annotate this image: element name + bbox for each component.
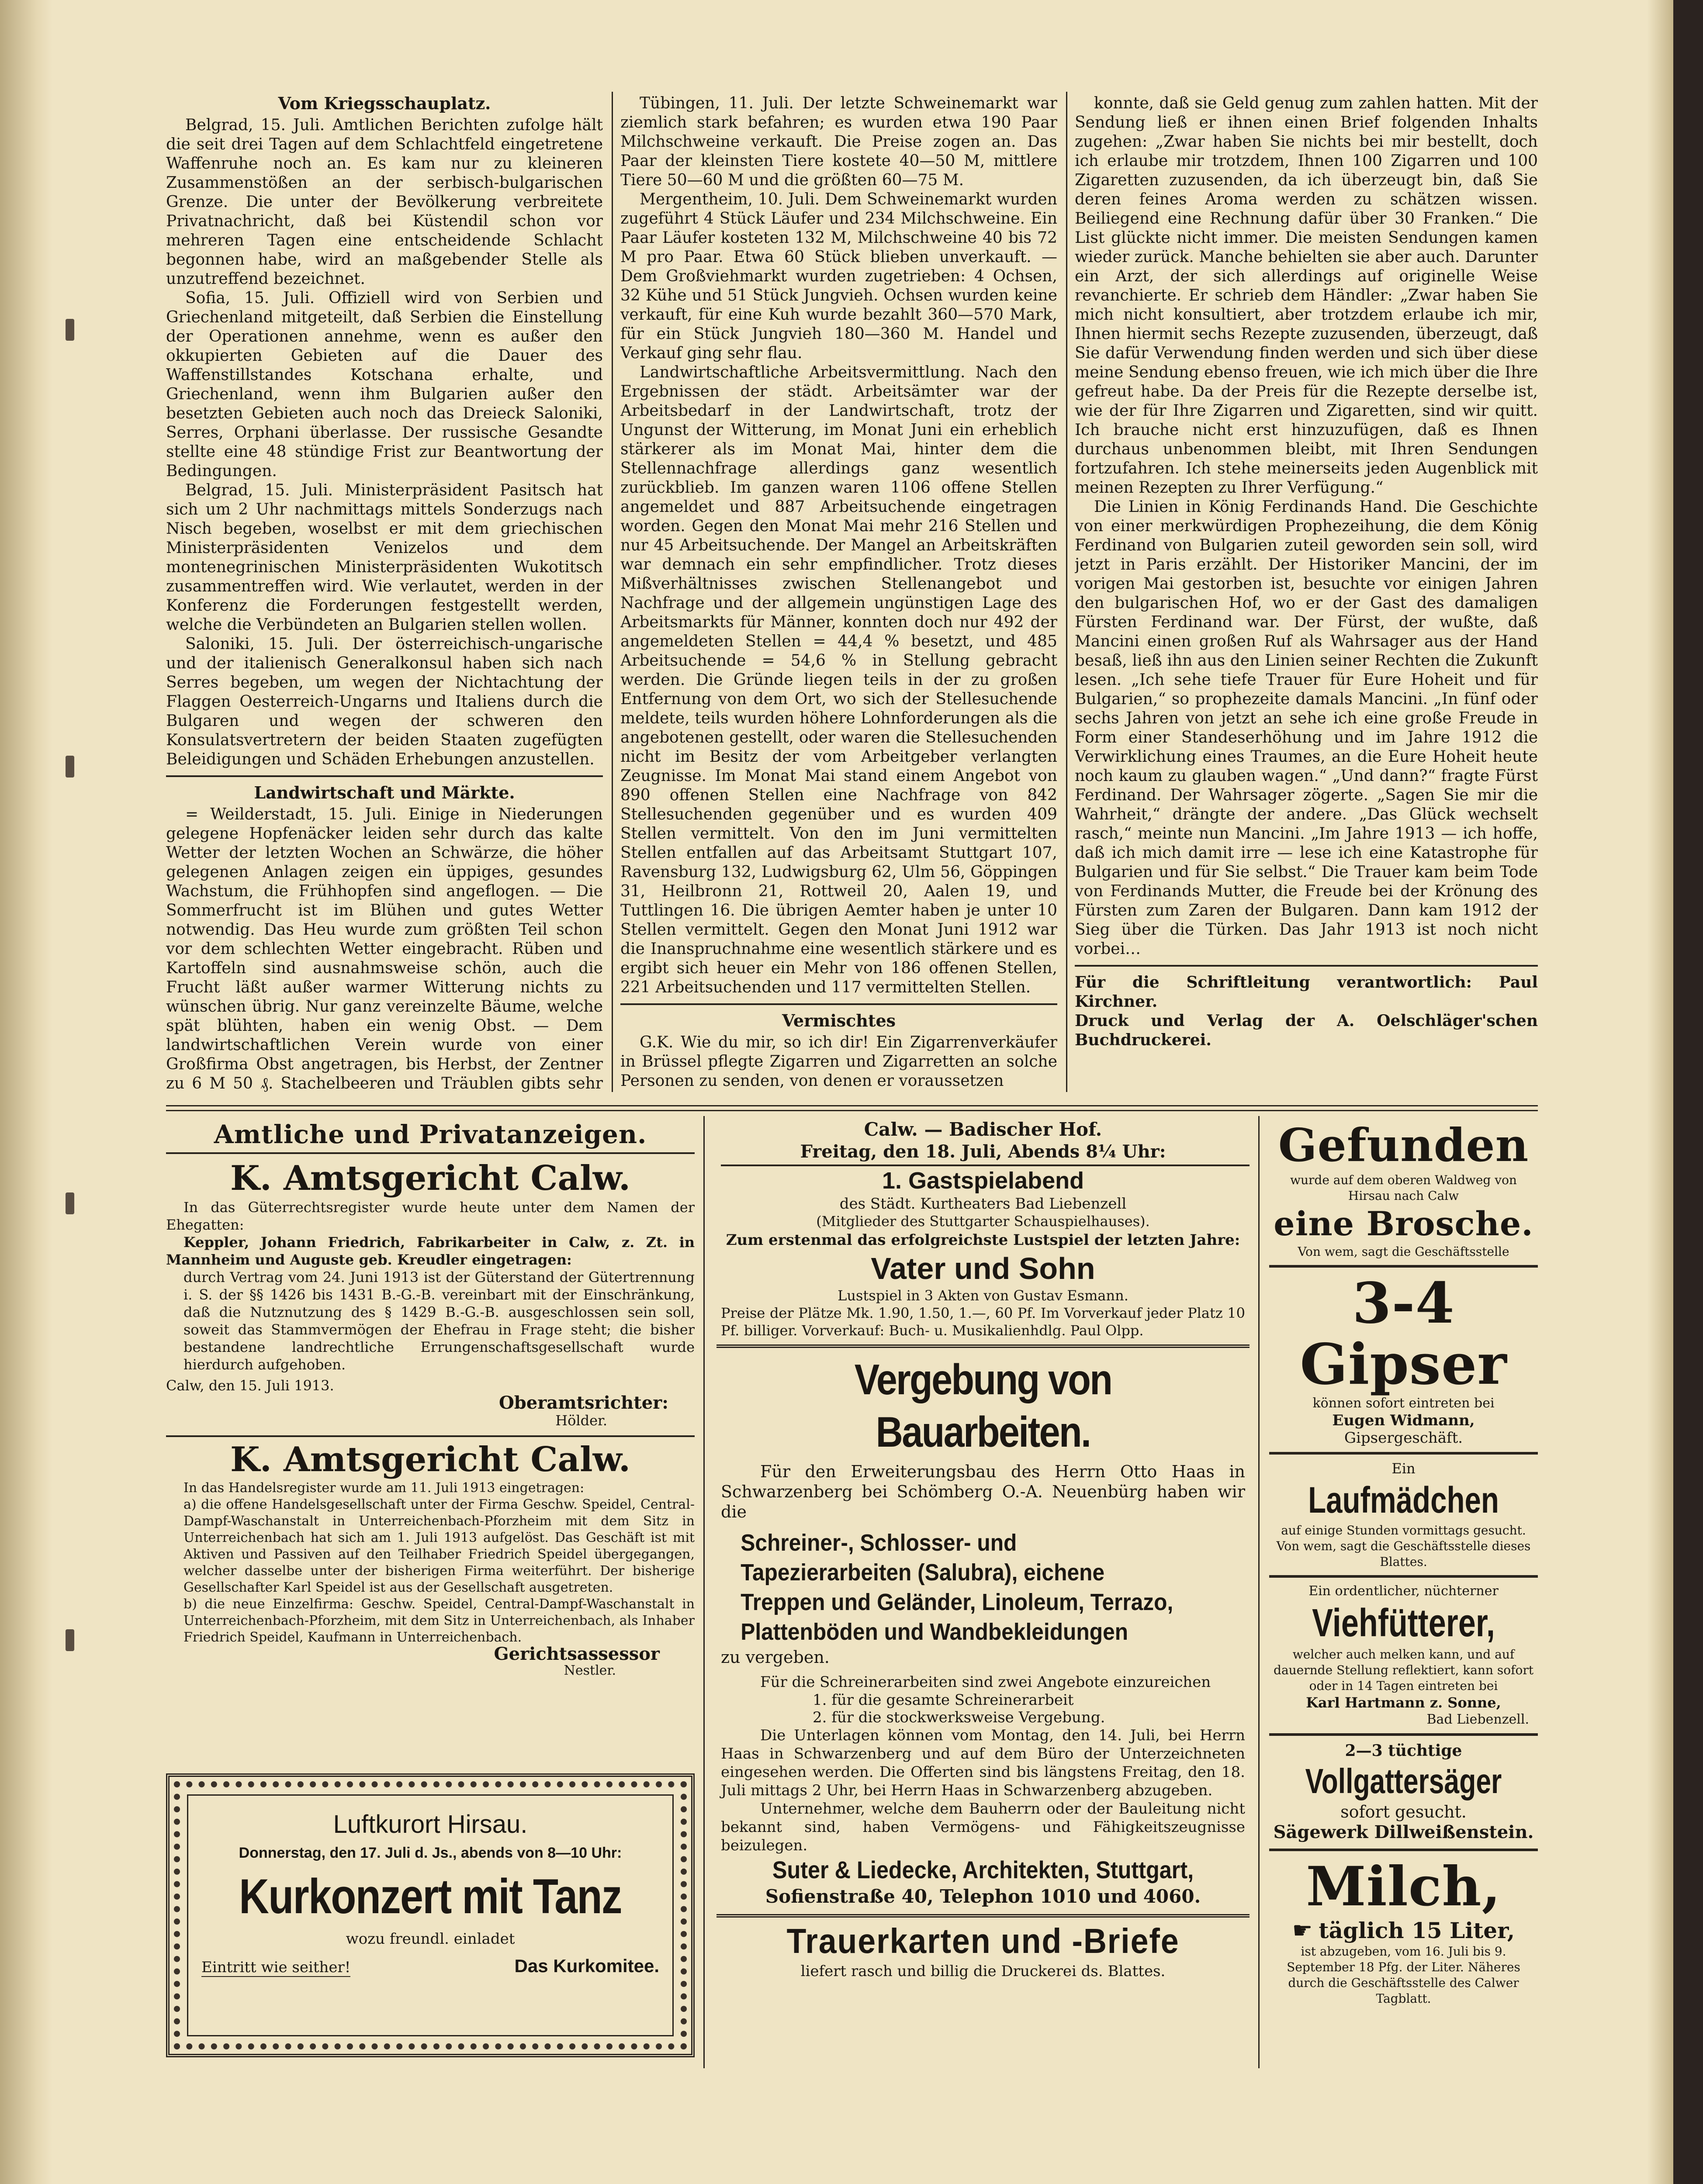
theater-sub: (Mitglieder des Stuttgarter Schauspielhauses).: [816, 1213, 1150, 1230]
divider: [166, 1435, 695, 1437]
divider: [717, 1344, 1250, 1348]
ad-column-rule: [703, 1116, 705, 2068]
found-item: eine Brosche.: [1274, 1204, 1533, 1243]
plasterers-biz: Gipsergeschäft.: [1344, 1429, 1463, 1447]
milk-text: ist abzugeben, vom 16. Juli bis 9. September 18 Pfg. der Liter. Näheres durch die Geschäftsstelle des Calwer Tagblatt.: [1287, 1944, 1520, 2006]
article-paragraph: Die Linien in König Ferdinands Hand. Die Geschichte von einer merkwürdigen Prophezeihung, die dem König Ferdinand von Bulgarien zuteil geworden sein soll, wird jetzt in Paris erzählt. Der Historiker Mancini, der im vorigen Mai gestorben ist, besuchte vor einigen Jahren den bulgarischen Hof, wo er der Gast des damaligen Fürsten Ferdinand war. Der Fürst, der wußte, daß Mancini einen großen Ruf als Wahrsager aus der Hand besaß, ließ ihn aus den Linien seiner Rechten die Zukunft lesen. „Ich sehe tiefe Trauer für Eure Hoheit und für Bulgarien,“ so prophezeite damals Mancini. „In fünf oder sechs Jahren von jetzt an sehe ich eine große Freude in Form einer Standeserhöhung und im Jahre 1912 die Verwirklichung eines Traumes, an die Eure Hoheit heute noch kaum zu glauben wagen.“ „Und dann?“ fragte Fürst Ferdinand. Der Wahrsager zögerte. „Sagen Sie mir die Wahrheit,“ drängte der andere. „Das Glück wechselt rasch,“ meinte nun Mancini. „Im Jahre 1913 — ich hoffe, daß ich mich damit irre — lese ich eine Katastrophe für Bulgarien und für Sie selbst.“ Die Trauer kam beim Tode von Ferdinands Mutter, die Freude bei der Krönung des Fürsten zum Zaren der Bulgaren. Dann kam 1912 der Sieg über die Türken. Das Jahr 1913 ist noch nicht vorbei…: [1075, 498, 1538, 958]
section-divider: [166, 775, 603, 777]
section-heading: Landwirtschaft und Märkte.: [254, 783, 515, 802]
divider: [166, 1152, 695, 1154]
plasterers-name: Eugen Widmann,: [1332, 1412, 1475, 1429]
sawyer-pre: 2—3 tüchtige: [1345, 1742, 1462, 1760]
ad-event: Kurkonzert mit Tanz: [239, 1869, 622, 1924]
binding-tack: [66, 319, 74, 341]
article-paragraph: Mergentheim, 10. Juli. Dem Schweinemarkt wurden zugeführt 4 Stück Läufer und 234 Milchschweine. Ein Paar Läufer kosteten 132 M, Milchschweine 40 bis 72 M pro Paar. Etwa 60 Stück blieben unverkauft. — Dem Großviehmarkt wurden zugetrieben: 4 Ochsen, 32 Kühe und 51 Stück Jungvieh. Ochsen wurden keine verkauft, für eine Kuh wurde bezahlt 360—570 Mark, für ein Stück Jungvieh 180—360 M. Handel und Verkauf ging sehr flau.: [620, 190, 1057, 362]
court-text: a) die offene Handelsgesellschaft unter der Firma Geschw. Speidel, Central-Dampf-Waschanstalt in Unterreichenbach-Pforzheim mit dem Sitz in Unterreichenbach hat sich am 1. Juli 1913 aufgelöst. Das Geschäft ist mit Aktiven und Passiven auf den Teilhaber Friedrich Speidel übergegangen, welcher dasselbe unter der bisherigen Firma weiterführt. Der bisherige Gesellschafter Karl Speidel ist aus der Gesellschaft ausgetreten.: [183, 1497, 695, 1595]
divider: [1269, 1849, 1538, 1851]
ad-title: Luftkurort Hirsau.: [333, 1810, 528, 1838]
feeder-text: welcher auch melken kann, und auf dauernde Stellung reflektiert, kann sofort oder in 14 Tagen eintreten bei: [1274, 1647, 1533, 1693]
plasterers-text: können sofort eintreten bei: [1312, 1396, 1495, 1411]
ad-host: Das Kurkomitee.: [514, 1956, 659, 1976]
court-text: durch Vertrag vom 24. Juni 1913 ist der Güterstand der Gütertrennung i. S. der §§ 1426 bis 1431 B.-G.-B. vereinbart mit der Einschränkung, daß die Nutznutzung des § 1429 B.-G.-B. ausgeschlossen sein soll, soweit das Stammvermögen der Ehefrau in Frage steht; die bisher bestandene landrechtliche Errungenschaftsgesellschaft wurde hierdurch aufgehoben.: [183, 1269, 695, 1373]
article-paragraph: Tübingen, 11. Juli. Der letzte Schweinemarkt war ziemlich stark befahren; es wurden etwa 190 Paar Milchschweine verkauft. Die Preise zogen an. Das Paar der kleinsten Tiere kostete 40—50 M, mittlere Tiere 50—60 M und die größten 60—75 M.: [620, 94, 1057, 189]
tender-award: zu vergeben.: [721, 1648, 830, 1667]
ad-entry: Eintritt wie seither!: [201, 1959, 351, 1976]
court-signature-title: Gerichtsassessor: [494, 1644, 660, 1664]
article-paragraph: Landwirtschaftliche Arbeitsvermittlung. Nach den Ergebnissen der städt. Arbeitsämter war der Arbeitsbedarf in der Landwirtschaft, trotz der Ungunst der Witterung, im Monat Juni ein erheblich stärkerer als im Monat Mai, hinter dem die Stellennachfrage allerdings ganz wesentlich zurückblieb. Im ganzen waren 1106 offene Stellen angemeldet und 887 Arbeitsuchende eingetragen worden. Gegen den Monat Mai mehr 216 Stellen und nur 45 Arbeitsuchende. Der Mangel an Arbeitskräften war demnach ein sehr empfindlicher. Trotz dieses Mißverhältnisses zwischen Stellenangebot und Nachfrage und der allgemein ungünstigen Lage des Arbeitsmarkts für Männer, konnten doch nur 492 der angemeldeten Stellen = 44,4 % besetzt, und 485 Arbeitsuchende = 54,6 % in Stellung gebracht werden. Die Gründe liegen teils in der zu großen Entfernung von dem Ort, wo sich der Stellesuchende meldete, teils wurden höhere Lohnforderungen als die angebotenen gestellt, oder waren die Stellesuchenden nicht im Besitz der vom Arbeitgeber verlangten Zeugnisse. Im Monat Mai stand einem Angebot von 890 offenen Stellen eine Nachfrage von 842 Stellesuchenden gegenüber und es wurden 409 Stellen vermittelt. Von den im Juni vermittelten Stellen entfallen auf das Arbeitsamt Stuttgart 107, Ravensburg 132, Ludwigsburg 62, Ulm 56, Göppingen 31, Heilbronn 21, Rottweil 20, Aalen 19, und Tuttlingen 16. Die übrigen Aemter haben je unter 10 Stellen vermittelt. Gegen den Monat Juni 1912 war die Inanspruchnahme eine wesentlich stärkere und es ergibt sich heuer ein Mehr von 186 offenen Stellen, 221 Arbeitsuchenden und 117 vermittelten Stellen.: [620, 363, 1057, 996]
column-3: [1075, 94, 1538, 1094]
court-signature-name: Nestler.: [564, 1663, 616, 1678]
theater-announcement: Zum erstenmal das erfolgreichste Lustspiel der letzten Jahre:: [726, 1231, 1240, 1249]
article-paragraph: Sofia, 15. Juli. Offiziell wird von Serbien und Griechenland mitgeteilt, daß Serbien die Einstellung der Operationen annehme, wenn es außer den okkupierten Gebieten auf die Dauer des Waffenstillstandes Kotschana erhalte, und Griechenland, wenn ihm Bulgarien außer den besetzten Gebieten auch noch das Dreieck Saloniki, Serres, Orphani überlasse. Der russische Gesandte stellte eine 48 stündige Frist zur Beantwortung der Bedingungen.: [166, 289, 603, 480]
sawyer-firm: Sägewerk Dillweißenstein.: [1273, 1822, 1534, 1842]
column-1: [166, 94, 603, 1094]
plasterers-title: 3-4 Gipser: [1300, 1271, 1507, 1397]
maid-pre: Ein: [1391, 1460, 1416, 1477]
article-paragraph: = Weilderstadt, 15. Juli. Einige in Niederungen gelegene Hopfenäcker leiden sehr durch das kalte Wetter der letzten Wochen an Schwärze, die höher gelegenen Anlagen zeigen ein üppiges, gesundes Wachstum, die Frühhopfen sind angeflogen. — Die Sommerfrucht ist im Blühen und gutes Wetter notwendig. Das Heu wurde zum größten Teil schon vor dem schlechten Wetter eingebracht. Rüben und Kartoffeln sind ausnahmsweise schön, auch die Frucht läßt außer warmer Witterung nichts zu wünschen übrig. Nur ganz vereinzelte Bäume, welche spät blühten, haben ein wenig Obst. — Dem landwirtschaftlichen Verein wurde von einer Großfirma Obst angetragen, bis Herbst, der Zentner zu 6 M 50 ₰. Stachelbeeren und Träublen gibts sehr: [166, 805, 603, 1092]
right-ads: [1269, 1118, 1538, 2068]
section-heading: Vom Kriegsschauplatz.: [278, 94, 491, 113]
milk-title: Milch,: [1306, 1855, 1501, 1918]
ads-divider: [166, 1105, 1538, 1111]
divider: [1269, 1452, 1538, 1455]
pointing-hand-icon: ☛: [1292, 1918, 1313, 1944]
court-date: Calw, den 15. Juli 1913.: [166, 1377, 334, 1394]
divider: [1269, 1265, 1538, 1268]
court-title: K. Amtsgericht Calw.: [230, 1158, 631, 1198]
imprint-publisher: Druck und Verlag der A. Oelschläger'schen Buchdruckerei.: [1075, 1012, 1538, 1049]
imprint-editor: Für die Schriftleitung verantwortlich: Paul Kirchner.: [1075, 973, 1538, 1011]
architects: Suter & Liedecke, Architekten, Stuttgart,: [772, 1856, 1194, 1883]
divider: [1269, 1575, 1538, 1578]
play-title: Vater und Sohn: [871, 1251, 1095, 1286]
ad-date: Donnerstag, den 17. Juli d. Js., abends von 8—10 Uhr:: [239, 1845, 622, 1861]
court-signature-name: Hölder.: [555, 1412, 607, 1429]
article-paragraph: Saloniki, 15. Juli. Der österreichisch-ungarische und der italienisch Generalkonsul haben sich nach Serres begeben, um wegen der Nichtachtung der Flaggen Oesterreich-Ungarns und Italiens durch die Bulgaren und wegen der schweren den Konsulatsvertretern der beiden Staaten zugefügten Beleidigungen und Schäden Erhebungen anzustellen.: [166, 635, 603, 768]
mourning-cards-sub: liefert rasch und billig die Druckerei ds. Blattes.: [800, 1963, 1166, 1980]
section-divider: [1075, 965, 1538, 967]
court-text: In das Handelsregister wurde am 11. Juli 1913 eingetragen:: [183, 1480, 585, 1496]
tender-offers: Für die Schreinerarbeiten sind zwei Angebote einzureichen: [760, 1673, 1211, 1691]
theater-place: Calw. — Badischer Hof.: [864, 1119, 1102, 1140]
theater-date: Freitag, den 18. Juli, Abends 8¼ Uhr:: [800, 1141, 1166, 1162]
tender-item: 1. für die gesamte Schreinerarbeit: [813, 1691, 1074, 1709]
court-text: Keppler, Johann Friedrich, Fabrikarbeiter in Calw, z. Zt. in Mannheim und Auguste geb. Kreudler eingetragen:: [166, 1234, 695, 1268]
found-text: wurde auf dem oberen Waldweg von Hirsau nach Calw: [1290, 1173, 1517, 1203]
sawyer-title: Vollgattersäger: [1305, 1762, 1502, 1800]
feeder-place: Bad Liebenzell.: [1426, 1712, 1529, 1727]
divider: [717, 1914, 1250, 1918]
found-note: Von wem, sagt die Geschäftsstelle: [1298, 1244, 1509, 1259]
maid-title: Laufmädchen: [1308, 1479, 1499, 1521]
milk-amount: täglich 15 Liter,: [1319, 1918, 1515, 1943]
notices-title: Amtliche und Privatanzeigen.: [214, 1120, 647, 1149]
court-text: In das Güterrechtsregister wurde heute unter dem Namen der Ehegatten:: [166, 1199, 695, 1233]
tender-docs: Die Unterlagen können vom Montag, den 14. Juli, bei Herrn Haas in Schwarzenberg und auf dem Büro der Unterzeichneten eingesehen werden. Die Offerten sind bis längstens Freitag, den 18. Juli mittags 2 Uhr, bei Herrn Haas in Schwarzenberg abzugeben.: [721, 1727, 1245, 1799]
article-paragraph: G.K. Wie du mir, so ich dir! Ein Zigarrenverkäufer in Brüssel pflegte Zigarren und Zigarretten an solche Personen zu senden, von denen er voraussetzen: [620, 1033, 1057, 1090]
court-title: K. Amtsgericht Calw.: [230, 1440, 631, 1479]
theater-title: 1. Gastspielabend: [882, 1168, 1084, 1194]
feeder-pre: Ein ordentlicher, nüchterner: [1308, 1583, 1499, 1599]
sawyer-text: sofort gesucht.: [1340, 1802, 1467, 1821]
column-rule: [1066, 92, 1067, 1092]
tender-item: 2. für die stockwerksweise Vergebung.: [813, 1709, 1105, 1726]
tender-note: Unternehmer, welche dem Bauherrn oder der Bauleitung nicht bekannt sind, haben Vermögens- und Fähigkeitszeugnisse beizulegen.: [721, 1800, 1245, 1854]
binding-tack: [66, 1192, 74, 1214]
column-rule: [612, 92, 613, 1092]
mourning-cards: Trauerkarten und -Briefe: [786, 1921, 1180, 1960]
court-text: b) die neue Einzelfirma: Geschw. Speidel, Central-Dampf-Waschanstalt in Unterreichenbach-Pforzheim, mit dem Sitz in Unterreichenbach, als Inhaber Friedrich Speidel, Kaufmann in Unterreichenbach.: [183, 1597, 695, 1645]
ticket-prices: Preise der Plätze Mk. 1.90, 1.50, 1.—, 60 Pf. Im Vorverkauf jeder Platz 10 Pf. billiger. Vorverkauf: Buch- u. Musikalienhdlg. Paul Olpp.: [721, 1305, 1245, 1339]
ad-column-rule: [1258, 1116, 1260, 2068]
binding-tack: [66, 756, 74, 778]
binding-tack: [66, 1629, 74, 1651]
ad-invite: wozu freundl. einladet: [346, 1930, 515, 1948]
feeder-title: Viehfütterer,: [1312, 1601, 1495, 1645]
feeder-name: Karl Hartmann z. Sonne,: [1306, 1694, 1501, 1711]
article-paragraph: Belgrad, 15. Juli. Ministerpräsident Pasitsch hat sich um 2 Uhr nachmittags mittels Sonderzugs nach Nisch begeben, woselbst er mit dem griechischen Ministerpräsidenten Venizelos und dem montenegrinischen Ministerpräsidenten Wukotitsch zusammentreffen wird. Wie verlautet, werden in der Konferenz die Forderungen festgestellt werden, welche die Verbündeten an Bulgarien stellen wollen.: [166, 481, 603, 634]
hirsau-concert-ad: [166, 1773, 695, 2057]
article-paragraph: Belgrad, 15. Juli. Amtlichen Berichten zufolge hält die seit drei Tagen auf dem Schlachtfeld eingetretene Waffenruhe noch an. Es kam nur zu kleineren Zusammenstößen an der serbisch-bulgarischen Grenze. Die unter der Bevölkerung verbreitete Privatnachricht, daß bei Küstendil schon vor mehreren Tagen eine entscheidende Schlacht begonnen habe, wird an maßgebender Stelle als unzutreffend bezeichnet.: [166, 116, 603, 288]
architects-address: Sofienstraße 40, Telephon 1010 und 4060.: [765, 1886, 1201, 1907]
middle-ads: [717, 1118, 1250, 2068]
divider: [1269, 1733, 1538, 1736]
maid-text: auf einige Stunden vormittags gesucht. Von wem, sagt die Geschäftsstelle dieses Blattes.: [1276, 1523, 1531, 1569]
play-sub: Lustspiel in 3 Akten von Gustav Esmann.: [838, 1287, 1128, 1304]
section-heading: Vermischtes: [782, 1011, 896, 1030]
tender-title: Vergebung von Bauarbeiten.: [854, 1355, 1112, 1456]
court-signature-title: Oberamtsrichter:: [498, 1393, 668, 1413]
found-title: Gefunden: [1278, 1118, 1529, 1172]
tender-works: Schreiner-, Schlosser- und Tapezierarbeiten (Salubra), eichene Treppen und Geländer, Linoleum, Terrazo, Plattenböden und Wandbekleidungen: [741, 1530, 1173, 1645]
column-2: [620, 94, 1057, 1094]
tender-intro: Für den Erweiterungsbau des Herrn Otto Haas in Schwarzenberg bei Schömberg O.-A. Neuenbürg haben wir die: [721, 1462, 1245, 1521]
theater-sub: des Städt. Kurtheaters Bad Liebenzell: [839, 1195, 1127, 1213]
official-notices: [166, 1118, 695, 1765]
article-paragraph: konnte, daß sie Geld genug zum zahlen hatten. Mit der Sendung ließ er ihnen einen Brief folgenden Inhalts zugehen: „Zwar haben Sie nichts bei mir bestellt, doch ich erlaube mir trotzdem, Ihnen 100 Zigarren und 100 Zigaretten zuzusenden, da ich überzeugt bin, daß Sie deren feines Aroma werden zu schätzen wissen. Beiliegend eine Rechnung dafür über 30 Franken.“ Die List glückte nicht immer. Die meisten Sendungen kamen wieder zurück. Manche behielten sie aber auch. Darunter ein Arzt, der sich allerdings auf originelle Weise revanchierte. Er schrieb dem Händler: „Zwar haben Sie mich nicht konsultiert, aber trotzdem erlaube ich mir, Ihnen hiermit sechs Rezepte zuzusenden, überzeugt, daß Sie dafür Verwendung finden werden und sich über diese meine Sendung ebenso freuen, wie ich mich über die Ihre gefreut habe. Da der Preis für die Rezepte derselbe ist, wie der für Ihre Zigarren und Zigaretten, sind wir quitt. Ich brauche nicht erst hinzuzufügen, daß es Ihnen durchaus unbenommen bleibt, mit Ihren Sendungen fortzufahren. Ich stehe meinerseits jeden Augenblick mit meinen Rezepten zu Ihrer Verfügung.“: [1075, 94, 1538, 497]
section-divider: [620, 1003, 1057, 1005]
